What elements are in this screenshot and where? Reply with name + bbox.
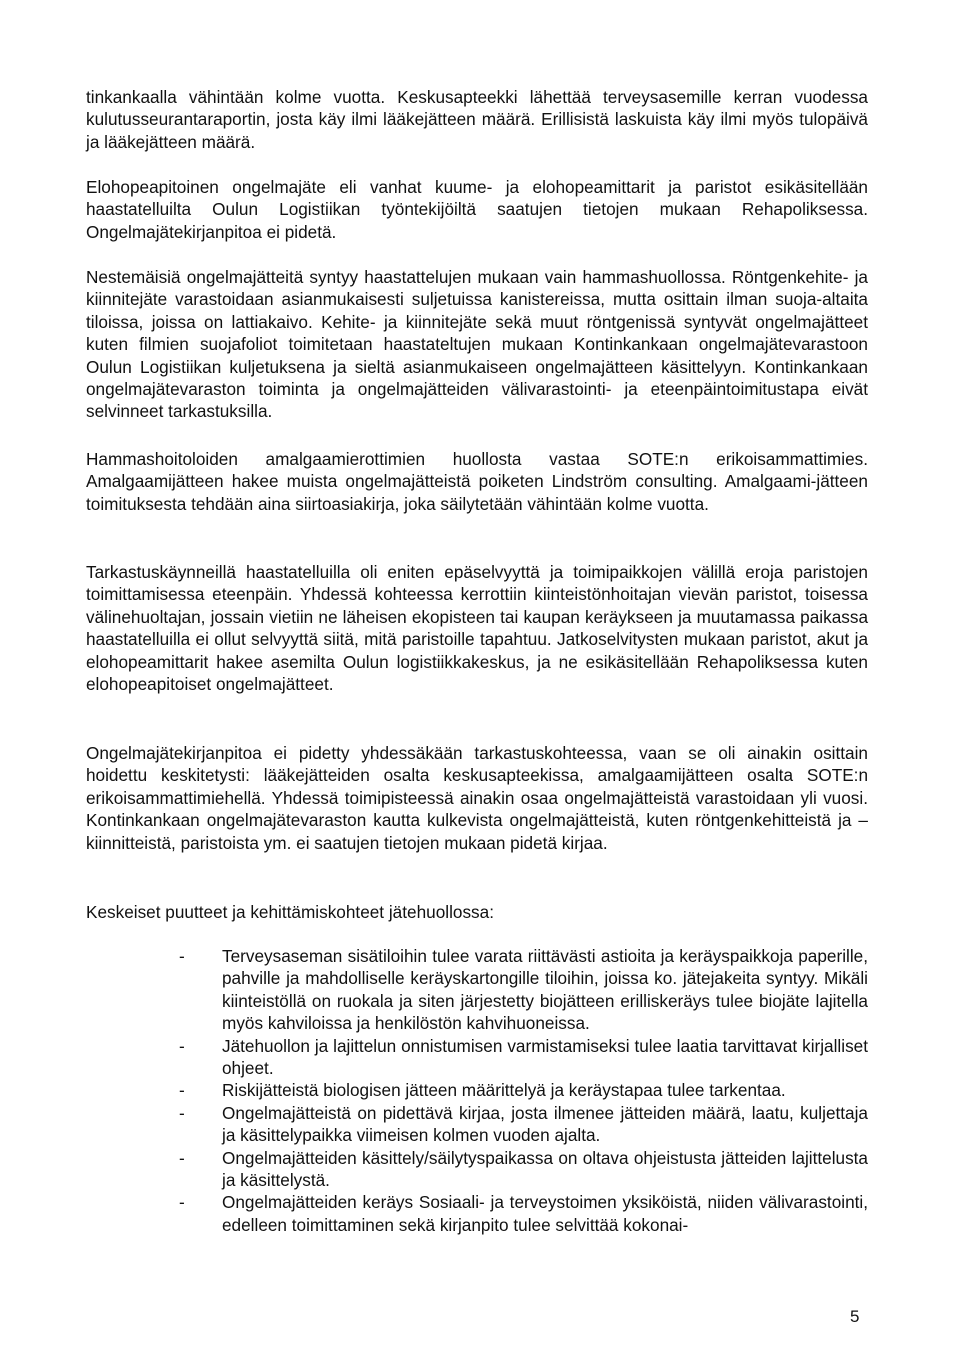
bullet-marker: - (179, 1080, 185, 1101)
list-item-text: Terveysaseman sisätiloihin tulee varata riittävästi astioita ja keräyspaikkoja paperille, pahville ja mahdolliselle keräyskartongille tiloihin, joissa ko. jätejakeita syntyy. Mikäli kiinteistöllä on ruokala ja siten järjestetty biojätteen erilliskeräys tulee biojäte lajitella myös kahviloissa ja henkilöstön kahvihuoneissa. (222, 946, 868, 1034)
bullet-marker: - (179, 1192, 185, 1213)
bullet-marker: - (179, 1147, 185, 1168)
paragraph-amalgam-waste: Hammashoitoloiden amalgaamierottimien huollosta vastaa SOTE:n erikoisammattimies. Amalgaamijätteen hakee muista ongelmajätteistä poiketen Lindström consulting. Amalgaami-jätteen toimituksesta tehdään aina siirtoasiakirja, joka säilytetään vähintään kolme vuotta. (86, 449, 868, 514)
list-item-text: Ongelmajätteistä on pidettävä kirjaa, josta ilmenee jätteiden määrä, laatu, kuljettaja ja käsittelypaikka viimeisen kolmen vuoden ajalta. (222, 1102, 868, 1146)
list-item (86, 1191, 868, 1236)
list-item (86, 1102, 868, 1147)
list-item-text: Ongelmajätteiden käsittely/säilytyspaikassa on oltava ohjeistusta jätteiden lajittelusta ja käsittelystä. (222, 1147, 868, 1191)
list-item (86, 1035, 868, 1080)
paragraph-medicine-waste: tinkankaalla vähintään kolme vuotta. Keskusapteekki lähettää terveysasemille kerran vuodessa kulutusseurantaraportin, josta käy ilmi lääkejätteen määrä. Erillisistä laskuista käy ilmi myös tulopäivä ja lääkejätteen määrä. (86, 87, 868, 152)
section-heading: Keskeiset puutteet ja kehittämiskohteet jätehuollossa: (86, 902, 494, 922)
list-item (86, 1147, 868, 1192)
bullet-marker: - (179, 1035, 185, 1056)
list-item-text: Riskijätteistä biologisen jätteen määrittelyä ja keräystapaa tulee tarkentaa. (222, 1080, 786, 1101)
list-item (86, 1079, 868, 1101)
bullet-marker: - (179, 946, 185, 966)
list-item (86, 945, 868, 1035)
list-item-text: Ongelmajätteiden keräys Sosiaali- ja terveystoimen yksiköistä, niiden välivarastointi, edelleen toimittaminen sekä kirjanpito tulee selvittää kokonai- (222, 1192, 868, 1235)
page-number: 5 (850, 1307, 860, 1326)
paragraph-bookkeeping: Ongelmajätekirjanpitoa ei pidetty yhdessäkään tarkastuskohteessa, vaan se oli ainakin osittain hoidettu keskitetysti: lääkejätteiden osalta keskusapteekissa, amalgaamijätteen osalta SOTE:n erikoisammattimiehellä. Yhdessä toimipisteessä ainakin osaa ongelmajätteistä varastoidaan yli vuosi. Kontinkankaan ongelmajätevaraston kautta kulkevista ongelmajätteistä, kuten röntgenkehitteistä ja –kiinnitteistä, paristoista ym. ei saatujen tietojen mukaan pidetä kirjaa. (86, 743, 868, 853)
paragraph-batteries: Tarkastuskäynneillä haastatelluilla oli eniten epäselvyyttä ja toimipaikkojen välillä eroja paristojen toimittamisessa eteenpäin. Yhdessä kohteessa kerrottiin kiinteistönhoitajan vievän paristot, toisessa välinehuoltajan, jossain vietiin ne läheisen ekopisteen tai kaupan keräykseen ja muutamassa paikassa haastatelluilla ei ollut selvyyttä siitä, mitä paristoille tapahtuu. Jatkoselvitysten mukaan paristot, akut ja elohopeamittarit hakee asemilta Oulun logistiikkakeskus, ja ne esikäsitellään Rehapoliksessa kuten elohopeapitoiset ongelmajätteet. (86, 562, 868, 695)
list-item-text: Jätehuollon ja lajittelun onnistumisen varmistamiseksi tulee laatia tarvittavat kirjalliset ohjeet. (222, 1035, 868, 1079)
findings-list (86, 945, 868, 1236)
paragraph-mercury-waste: Elohopeapitoinen ongelmajäte eli vanhat kuume- ja elohopeamittarit ja paristot esikäsitellään haastatelluilta Oulun Logistiikan työntekijöiltä saatujen tietojen mukaan Rehapoliksessa. Ongelmajätekirjanpitoa ei pidetä. (86, 177, 868, 242)
bullet-marker: - (179, 1102, 185, 1123)
paragraph-liquid-waste: Nestemäisiä ongelmajätteitä syntyy haastattelujen mukaan vain hammashuollossa. Röntgenkehite- ja kiinnitejäte varastoidaan asianmukaisesti suljetuissa kanistereissa, mutta osittain ilman suoja-altaita tiloissa, joissa on lattiakaivo. Kehite- ja kiinnitejäte sekä muut röntgenissä syntyvät ongelmajätteet kuten filmien suojafoliot toimitetaan haastateltujen mukaan Kontinkankaan ongelmajätevarastoon Oulun Logistiikan kuljetuksena ja sieltä asianmukaiseen ongelmajätteen käsittelyyn. Kontinkankaan ongelmajätevaraston toiminta ja ongelmajätteiden välivarastointi- ja eteenpäintoimitustapa eivät selvinneet tarkastuksilla. (86, 267, 868, 422)
